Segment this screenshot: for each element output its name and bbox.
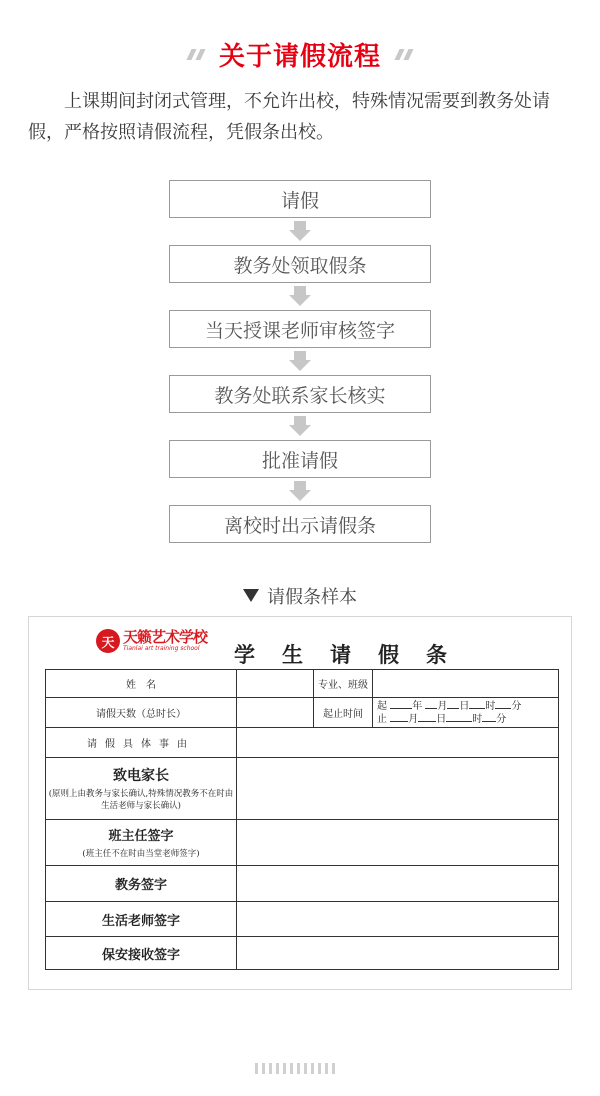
table-row — [46, 866, 559, 902]
label-life-teacher: 生活老师签字 — [46, 902, 237, 937]
flow-step: 教务处领取假条 — [169, 245, 431, 283]
value-period — [373, 698, 559, 728]
page-indicator-decoration — [255, 1063, 335, 1074]
leave-form-table — [45, 669, 559, 970]
label-major-class: 专业、班级 — [314, 670, 373, 698]
flow-step: 离校时出示请假条 — [169, 505, 431, 543]
intro-paragraph: 上课期间封闭式管理，不允许出校，特殊情况需要到教务处请假，严格按照请假流程，凭假条出校。 — [28, 91, 550, 143]
value-name — [237, 670, 314, 698]
table-row — [46, 670, 559, 698]
value-life-teacher — [237, 902, 559, 937]
flow-step: 批准请假 — [169, 440, 431, 478]
label-name: 姓 名 — [46, 670, 237, 698]
label-call-parent: 致电家长 (原则上由教务与家长确认,特殊情况教务不在时由生活老师与家长确认) — [46, 758, 237, 820]
right-quote-decoration — [397, 49, 411, 60]
table-row — [46, 820, 559, 866]
down-arrow-icon — [169, 283, 431, 310]
label-days: 请假天数（总时长） — [46, 698, 237, 728]
sample-label-text: 请假条样本 — [267, 587, 357, 608]
label-period: 起止时间 — [314, 698, 373, 728]
label-reason: 请假具体事由 — [46, 728, 237, 758]
title-row — [0, 34, 600, 74]
school-name: 天籁艺术学校 — [123, 628, 208, 646]
down-arrow-icon — [169, 218, 431, 245]
flow-step: 教务处联系家长核实 — [169, 375, 431, 413]
table-row — [46, 902, 559, 937]
slip-title: 学生请假条 — [234, 642, 474, 667]
left-quote-decoration — [189, 49, 203, 60]
table-row — [46, 937, 559, 970]
table-row — [46, 698, 559, 728]
period-start-line: 起 年 月 日 时 分 — [377, 700, 522, 712]
label-head-teacher: 班主任签字 (班主任不在时由当堂老师签字) — [46, 820, 237, 866]
leave-slip-sample — [28, 616, 572, 990]
value-call-parent — [237, 758, 559, 820]
school-emblem-icon: 天 — [96, 629, 120, 653]
label-security: 保安接收签字 — [46, 937, 237, 970]
leave-flow-chart — [169, 180, 431, 543]
table-row — [46, 758, 559, 820]
down-arrow-icon — [169, 348, 431, 375]
value-major-class — [373, 670, 559, 698]
page-title: 关于请假流程 — [218, 41, 381, 72]
value-head-teacher — [237, 820, 559, 866]
triangle-down-icon — [243, 589, 259, 602]
label-academic: 教务签字 — [46, 866, 237, 902]
flow-step: 当天授课老师审核签字 — [169, 310, 431, 348]
down-arrow-icon — [169, 478, 431, 505]
school-name-en: Tianlai art training school — [123, 645, 200, 652]
school-logo — [96, 629, 207, 653]
value-security — [237, 937, 559, 970]
table-row — [46, 728, 559, 758]
down-arrow-icon — [169, 413, 431, 440]
flow-step: 请假 — [169, 180, 431, 218]
sample-label — [0, 583, 600, 609]
value-days — [237, 698, 314, 728]
value-academic — [237, 866, 559, 902]
value-reason — [237, 728, 559, 758]
period-end-line: 止 月 日 时 分 — [377, 713, 507, 725]
